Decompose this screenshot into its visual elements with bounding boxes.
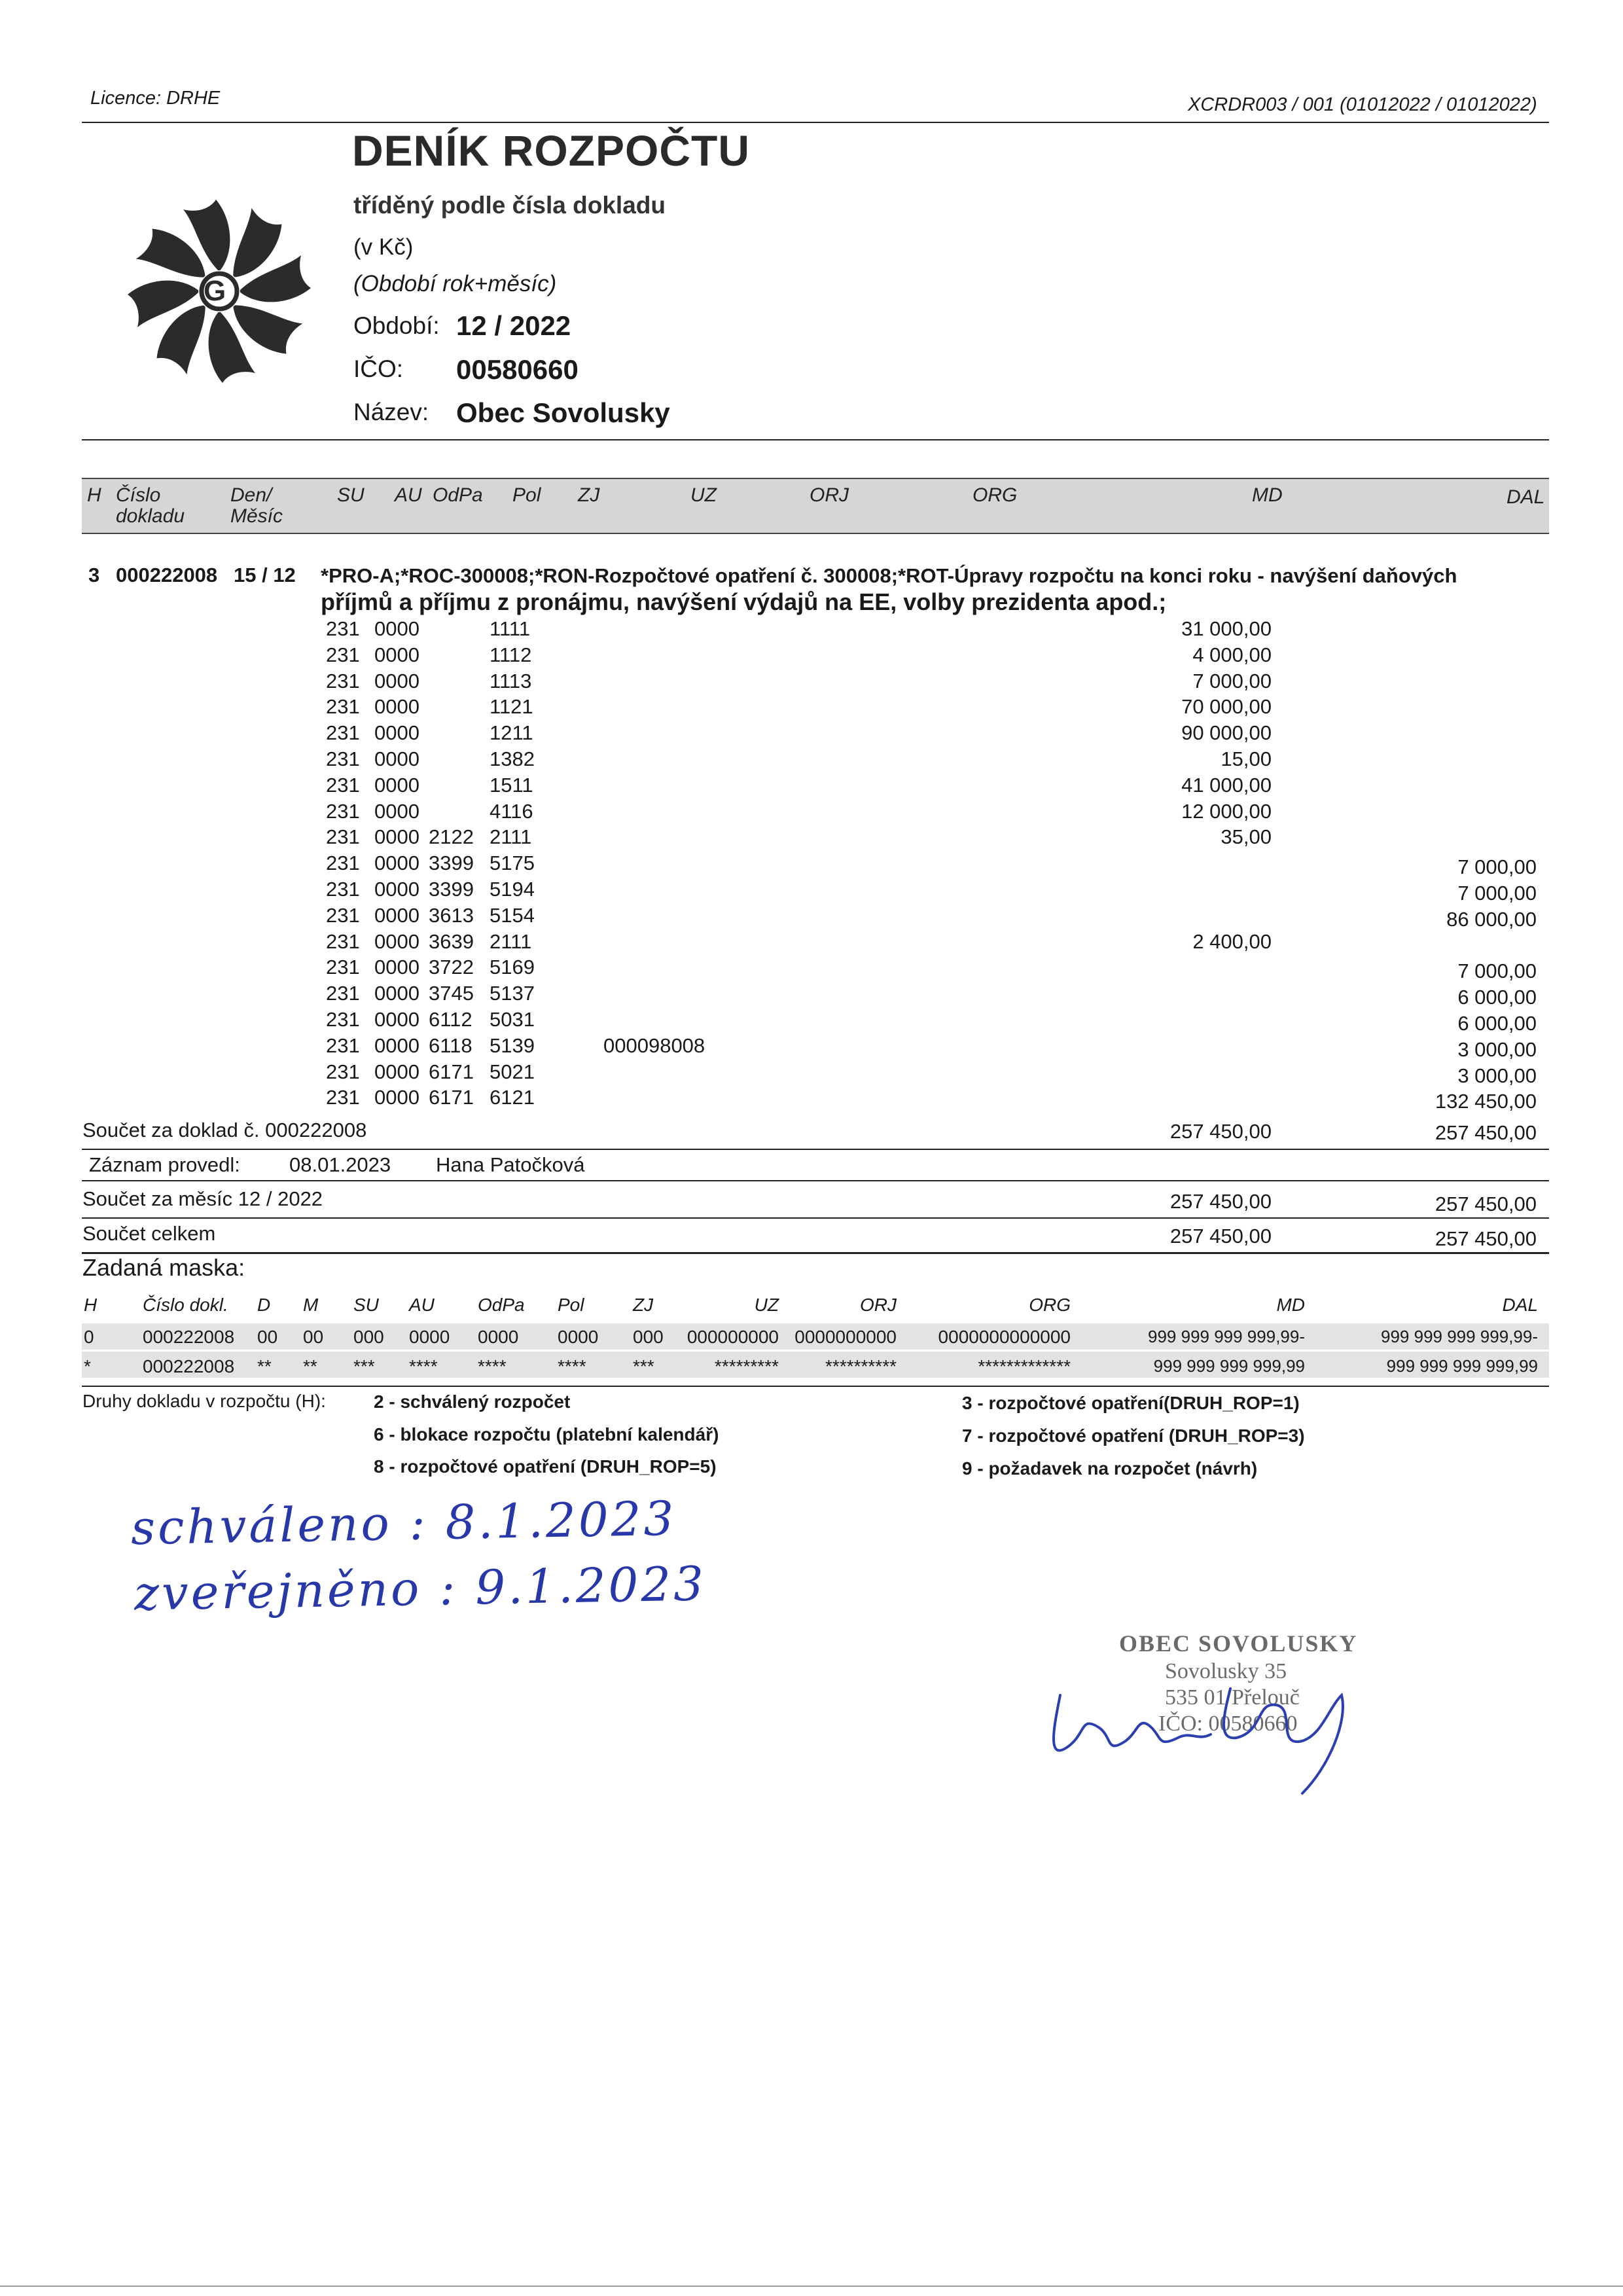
line-au: 0000 [374, 670, 419, 692]
col-uz: UZ [690, 484, 717, 506]
mask-row2-cell: ************* [978, 1356, 1071, 1376]
line-pol: 5169 [490, 956, 535, 978]
col-odpa: OdPa [433, 484, 483, 506]
line-au: 0000 [374, 747, 419, 770]
line-su: 231 [326, 670, 360, 692]
logo-letter: G [204, 275, 226, 307]
mask-header-cell: UZ [754, 1295, 779, 1315]
period-value: 12 / 2022 [456, 310, 571, 341]
line-dal: 132 450,00 [1435, 1090, 1537, 1113]
top-rule [82, 122, 1549, 123]
line-odpa: 3613 [429, 904, 474, 927]
line-au: 0000 [374, 721, 419, 744]
line-md: 15,00 [1221, 747, 1272, 770]
month-total-md: 257 450,00 [1169, 1190, 1272, 1213]
line-dal: 86 000,00 [1446, 908, 1537, 931]
period-note: (Období rok+měsíc) [353, 271, 557, 296]
doc-date: 15 / 12 [234, 564, 296, 586]
line-pol: 5175 [490, 852, 535, 874]
mask-row1-cell: 000 [633, 1327, 664, 1347]
legend-label: Druhy dokladu v rozpočtu (H): [82, 1391, 326, 1411]
line-odpa: 6171 [429, 1060, 474, 1083]
col-dal: DAL [1507, 486, 1545, 508]
line-su: 231 [326, 930, 360, 953]
rule-doc-total [82, 1149, 1549, 1150]
record-date: 08.01.2023 [289, 1153, 391, 1176]
grand-total-label: Součet celkem [82, 1222, 216, 1245]
line-su: 231 [326, 825, 360, 848]
mask-row2-cell: **** [478, 1356, 507, 1376]
mask-row1-cell: 999 999 999 999,99- [1148, 1327, 1305, 1346]
line-odpa: 3722 [429, 956, 474, 978]
mask-header-cell: Pol [558, 1295, 584, 1315]
mask-row2-cell: *** [353, 1356, 375, 1376]
doc-text-line2: příjmů a příjmu z pronájmu, navýšení výdajů na EE, volby prezidenta apod.; [321, 588, 1167, 615]
subtitle: tříděný podle čísla dokladu [353, 192, 666, 219]
mask-row1-cell: 0000 [558, 1327, 599, 1347]
doc-text-line1: *PRO-A;*ROC-300008;*RON-Rozpočtové opatření č. 300008;*ROT-Úpravy rozpočtu na konci roku - navýšení daňových [321, 564, 1457, 587]
line-dal: 3 000,00 [1457, 1064, 1537, 1087]
line-su: 231 [326, 1060, 360, 1083]
line-odpa: 3399 [429, 852, 474, 874]
mask-row2-cell: ********** [825, 1356, 897, 1376]
line-pol: 1121 [490, 695, 533, 718]
line-pol: 1113 [490, 670, 532, 692]
mask-row2-cell: **** [558, 1356, 586, 1376]
doc-number: 000222008 [116, 564, 218, 586]
mask-header-cell: SU [353, 1295, 379, 1315]
line-dal: 7 000,00 [1457, 882, 1537, 905]
rule-record [82, 1180, 1549, 1181]
mask-header-cell: D [257, 1295, 271, 1315]
stamp-line4: IČO: 00580660 [1158, 1712, 1298, 1736]
line-su: 231 [326, 643, 360, 666]
mask-row2-cell: *** [633, 1356, 654, 1376]
handwritten-signature [1041, 1676, 1368, 1820]
line-md: 7 000,00 [1192, 670, 1272, 692]
line-su: 231 [326, 800, 360, 823]
name-value: Obec Sovolusky [456, 397, 670, 428]
rule-month [82, 1217, 1549, 1219]
line-odpa: 3399 [429, 878, 474, 901]
doc-total-dal: 257 450,00 [1435, 1121, 1537, 1144]
col-md: MD [1252, 484, 1283, 506]
line-su: 231 [326, 1086, 360, 1109]
line-md: 90 000,00 [1181, 721, 1272, 744]
unit-note: (v Kč) [353, 234, 414, 260]
line-au: 0000 [374, 1034, 419, 1057]
line-pol: 2111 [490, 930, 532, 953]
line-au: 0000 [374, 930, 419, 953]
mask-row1-cell: 999 999 999 999,99- [1381, 1327, 1538, 1346]
mask-row1-cell: 0000000000000 [938, 1327, 1071, 1347]
line-su: 231 [326, 617, 360, 640]
mask-row1-cell: 000 [353, 1327, 384, 1347]
line-su: 231 [326, 774, 360, 797]
mask-row1-cell: 0 [84, 1327, 94, 1347]
ico-value: 00580660 [456, 354, 579, 385]
mask-row1-cell: 0000 [478, 1327, 519, 1347]
line-pol: 5137 [490, 982, 535, 1005]
legend-item-8: 8 - rozpočtové opatření (DRUH_ROP=5) [374, 1456, 717, 1477]
col-h: H [87, 484, 101, 506]
title-rule [82, 439, 1549, 440]
line-au: 0000 [374, 956, 419, 978]
report-code: XCRDR003 / 001 (01012022 / 01012022) [1188, 94, 1537, 115]
mask-header-cell: M [303, 1295, 319, 1315]
line-au: 0000 [374, 1086, 419, 1109]
page-title: DENÍK ROZPOČTU [352, 126, 750, 175]
stamp-line3: 535 01 Přelouč [1165, 1685, 1300, 1710]
mask-title: Zadaná maska: [82, 1254, 245, 1281]
line-pol: 5031 [490, 1008, 535, 1031]
line-pol: 2111 [490, 825, 532, 848]
mask-row2-cell: ** [303, 1356, 317, 1376]
month-total-label: Součet za měsíc 12 / 2022 [82, 1187, 323, 1210]
handwritten-approved: schváleno : 8.1.2023 [130, 1490, 677, 1556]
mask-row2-cell: ********* [714, 1356, 779, 1376]
line-dal: 3 000,00 [1457, 1038, 1537, 1061]
line-pol: 1511 [490, 774, 533, 797]
line-su: 231 [326, 1008, 360, 1031]
line-odpa: 6112 [429, 1008, 473, 1031]
mask-header-cell: Číslo dokl. [143, 1295, 228, 1315]
line-pol: 5139 [490, 1034, 535, 1057]
legend-item-9: 9 - požadavek na rozpočet (návrh) [962, 1458, 1258, 1479]
mask-header-cell: ORJ [860, 1295, 897, 1315]
col-mesic: Měsíc [230, 505, 283, 527]
col-org: ORG [972, 484, 1018, 506]
legend-item-7: 7 - rozpočtové opatření (DRUH_ROP=3) [962, 1426, 1305, 1446]
mask-header-cell: H [84, 1295, 98, 1315]
line-odpa: 3639 [429, 930, 474, 953]
line-md: 41 000,00 [1181, 774, 1272, 797]
line-org: 000098008 [603, 1034, 705, 1057]
line-au: 0000 [374, 878, 419, 901]
line-au: 0000 [374, 774, 419, 797]
line-pol: 1111 [490, 617, 531, 640]
line-su: 231 [326, 878, 360, 901]
doc-total-label: Součet za doklad č. 000222008 [82, 1119, 367, 1141]
name-label: Název: [353, 399, 429, 425]
line-pol: 5021 [490, 1060, 535, 1083]
line-su: 231 [326, 904, 360, 927]
record-user: Hana Patočková [436, 1153, 585, 1176]
handwritten-published: zveřejněno : 9.1.2023 [134, 1556, 707, 1621]
mask-header-cell: ORG [1029, 1295, 1071, 1315]
month-total-dal: 257 450,00 [1435, 1193, 1537, 1215]
line-su: 231 [326, 747, 360, 770]
stamp-line1: OBEC SOVOLUSKY [1119, 1630, 1358, 1657]
col-cislo: Číslo [116, 484, 161, 506]
line-au: 0000 [374, 852, 419, 874]
rule-mask [82, 1386, 1549, 1387]
line-su: 231 [326, 852, 360, 874]
bottom-edge-rule [0, 2286, 1623, 2287]
col-dokladu: dokladu [116, 505, 185, 527]
line-pol: 4116 [490, 800, 533, 823]
line-md: 2 400,00 [1192, 930, 1272, 953]
mask-header-cell: AU [409, 1295, 435, 1315]
mask-header-cell: MD [1276, 1295, 1305, 1315]
mask-row2-cell: ** [257, 1356, 272, 1376]
licence-label: Licence: DRHE [90, 88, 221, 109]
line-dal: 7 000,00 [1457, 855, 1537, 878]
mask-header-cell: DAL [1502, 1295, 1538, 1315]
line-su: 231 [326, 982, 360, 1005]
grand-total-dal: 257 450,00 [1435, 1227, 1537, 1250]
line-su: 231 [326, 1034, 360, 1057]
line-md: 35,00 [1221, 825, 1272, 848]
mask-row1-cell: 000222008 [143, 1327, 235, 1347]
line-odpa: 3745 [429, 982, 474, 1005]
col-zj: ZJ [578, 484, 600, 506]
grand-total-md: 257 450,00 [1169, 1225, 1272, 1247]
mask-row2-cell: * [84, 1356, 91, 1376]
line-odpa: 2122 [429, 825, 474, 848]
line-su: 231 [326, 721, 360, 744]
mask-row2-cell: 000222008 [143, 1356, 235, 1376]
col-den: Den/ [230, 484, 272, 506]
stamp-line2: Sovolusky 35 [1165, 1659, 1287, 1683]
line-su: 231 [326, 695, 360, 718]
mask-row2-cell: 999 999 999 999,99 [1386, 1356, 1538, 1376]
mask-row1-cell: 00 [303, 1327, 324, 1347]
line-md: 4 000,00 [1192, 643, 1272, 666]
ico-label: IČO: [353, 355, 404, 382]
line-au: 0000 [374, 643, 419, 666]
period-label: Období: [353, 312, 440, 339]
line-pol: 5194 [490, 878, 535, 901]
col-su: SU [337, 484, 365, 506]
mask-row2-cell: 999 999 999 999,99 [1153, 1356, 1305, 1376]
col-orj: ORJ [810, 484, 849, 506]
line-au: 0000 [374, 695, 419, 718]
line-au: 0000 [374, 617, 419, 640]
mask-row1-cell: 00 [257, 1327, 278, 1347]
line-md: 70 000,00 [1181, 695, 1272, 718]
rule-grand-total [82, 1252, 1549, 1254]
legend-item-3: 3 - rozpočtové opatření(DRUH_ROP=1) [962, 1393, 1300, 1413]
line-pol: 1112 [490, 643, 532, 666]
mask-row2-cell: **** [409, 1356, 438, 1376]
doc-total-md: 257 450,00 [1169, 1120, 1272, 1143]
line-su: 231 [326, 956, 360, 978]
mask-header-cell: ZJ [633, 1295, 654, 1315]
mask-row1-cell: 0000 [409, 1327, 450, 1347]
g-flower-logo-icon [121, 193, 317, 389]
mask-header-cell: OdPa [478, 1295, 525, 1315]
mask-row1-cell: 0000000000 [794, 1327, 897, 1347]
line-odpa: 6171 [429, 1086, 474, 1109]
line-pol: 1382 [490, 747, 535, 770]
line-odpa: 6118 [429, 1034, 473, 1057]
doc-h: 3 [88, 564, 100, 586]
line-md: 31 000,00 [1181, 617, 1272, 640]
line-dal: 6 000,00 [1457, 1012, 1537, 1035]
line-au: 0000 [374, 1008, 419, 1031]
line-dal: 7 000,00 [1457, 960, 1537, 982]
col-pol: Pol [512, 484, 541, 506]
line-pol: 1211 [490, 721, 533, 744]
line-au: 0000 [374, 982, 419, 1005]
line-md: 12 000,00 [1181, 800, 1272, 823]
line-au: 0000 [374, 800, 419, 823]
col-au: AU [395, 484, 422, 506]
line-pol: 6121 [490, 1086, 535, 1109]
line-au: 0000 [374, 1060, 419, 1083]
legend-item-2: 2 - schválený rozpočet [374, 1391, 571, 1412]
line-dal: 6 000,00 [1457, 986, 1537, 1009]
mask-row1-cell: 000000000 [687, 1327, 779, 1347]
record-label: Záznam provedl: [89, 1153, 240, 1176]
line-au: 0000 [374, 825, 419, 848]
line-pol: 5154 [490, 904, 535, 927]
line-au: 0000 [374, 904, 419, 927]
legend-item-6: 6 - blokace rozpočtu (platební kalendář) [374, 1424, 719, 1444]
